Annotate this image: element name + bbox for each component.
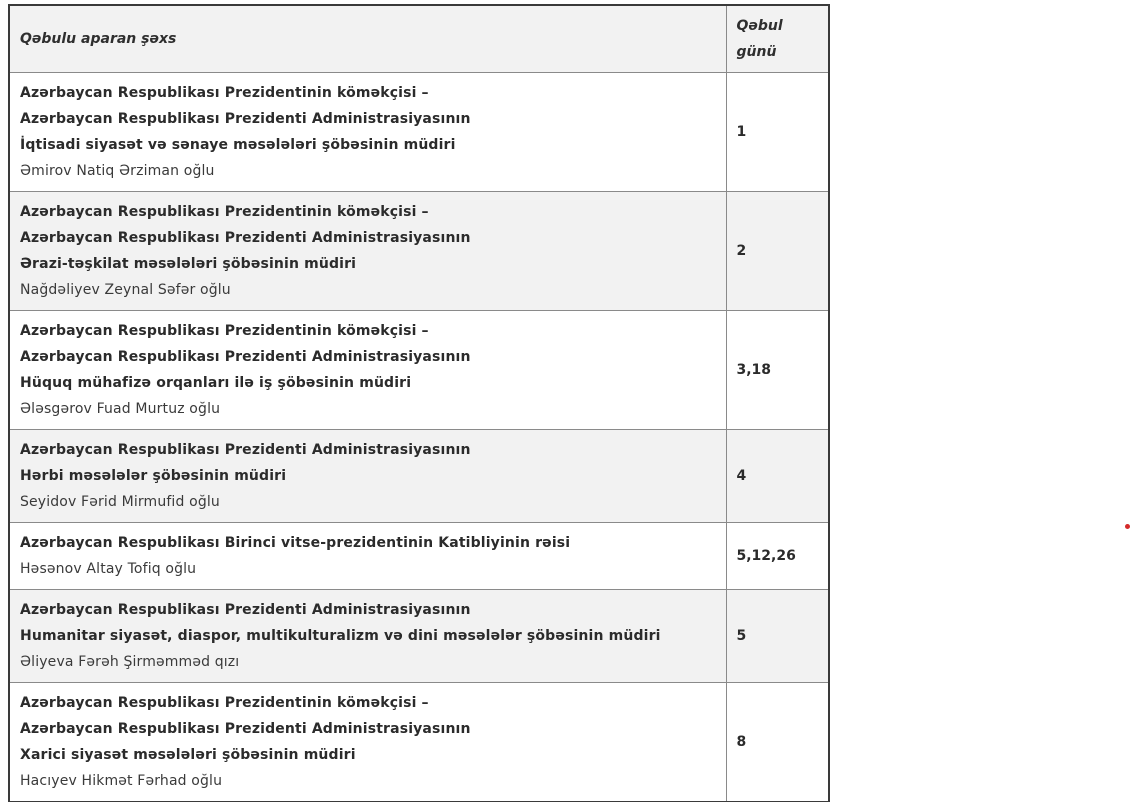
position-title-line: İqtisadi siyasət və sənaye məsələləri şöbəsinin müdiri — [20, 137, 456, 153]
person-cell — [9, 73, 726, 192]
position-title-line: Xarici siyasət məsələləri şöbəsinin müdiri — [20, 746, 356, 763]
person-cell — [9, 192, 726, 311]
table-row — [9, 73, 829, 192]
position-title-line: Azərbaycan Respublikası Prezidentinin köməkçisi – — [20, 204, 429, 220]
position-title-line: Azərbaycan Respublikası Prezidentinin köməkçisi – — [20, 85, 429, 101]
person-cell — [9, 311, 726, 430]
person-cell — [9, 683, 726, 802]
position-title-line: Humanitar siyasət, diaspor, multikulturalizm və dini məsələlər şöbəsinin müdiri — [20, 628, 661, 644]
reception-day: 5 — [726, 590, 829, 683]
position-title-line: Azərbaycan Respublikası Prezidentinin köməkçisi – — [20, 694, 429, 711]
table-row — [9, 523, 829, 590]
header-person: Qəbulu aparan şəxs — [9, 5, 726, 73]
red-dot-marker — [1125, 524, 1130, 529]
person-name: Ələsgərov Fuad Murtuz oğlu — [20, 401, 221, 417]
table-row — [9, 192, 829, 311]
table-row — [9, 683, 829, 802]
table-row — [9, 590, 829, 683]
reception-day: 2 — [726, 192, 829, 311]
person-name: Əliyeva Fərəh Şirməmməd qızı — [20, 654, 240, 670]
position-title-line: Azərbaycan Respublikası Prezidenti Administrasiyasının — [20, 720, 471, 737]
person-name: Həsənov Altay Tofiq oğlu — [20, 561, 197, 577]
person-name: Hacıyev Hikmət Fərhad oğlu — [20, 772, 223, 789]
position-title-line: Azərbaycan Respublikası Prezidenti Administrasiyasının — [20, 602, 471, 618]
reception-day: 8 — [726, 683, 829, 802]
position-title-line: Hüquq mühafizə orqanları ilə iş şöbəsinin müdiri — [20, 375, 412, 391]
position-title-line: Azərbaycan Respublikası Prezidenti Administrasiyasının — [20, 349, 471, 365]
person-cell — [9, 523, 726, 590]
reception-day: 5,12,26 — [726, 523, 829, 590]
position-title-line: Azərbaycan Respublikası Prezidenti Administrasiyasının — [20, 111, 471, 127]
person-cell — [9, 590, 726, 683]
position-title-line: Hərbi məsələlər şöbəsinin müdiri — [20, 468, 287, 484]
person-name: Nağdəliyev Zeynal Səfər oğlu — [20, 282, 231, 298]
table-row — [9, 311, 829, 430]
person-name: Seyidov Fərid Mirmufid oğlu — [20, 494, 220, 510]
person-cell — [9, 430, 726, 523]
reception-day: 4 — [726, 430, 829, 523]
position-title-line: Azərbaycan Respublikası Prezidenti Administrasiyasının — [20, 230, 471, 246]
person-name: Əmirov Natiq Ərziman oğlu — [20, 163, 215, 179]
reception-schedule-table — [8, 4, 830, 802]
table-header-row — [9, 5, 829, 73]
reception-day: 1 — [726, 73, 829, 192]
reception-day: 3,18 — [726, 311, 829, 430]
header-day: Qəbul günü — [726, 5, 829, 73]
position-title-line: Azərbaycan Respublikası Prezidenti Administrasiyasının — [20, 442, 471, 458]
position-title-line: Azərbaycan Respublikası Birinci vitse-prezidentinin Katibliyinin rəisi — [20, 535, 571, 551]
table-row — [9, 430, 829, 523]
position-title-line: Ərazi-təşkilat məsələləri şöbəsinin müdiri — [20, 256, 357, 272]
position-title-line: Azərbaycan Respublikası Prezidentinin köməkçisi – — [20, 323, 429, 339]
